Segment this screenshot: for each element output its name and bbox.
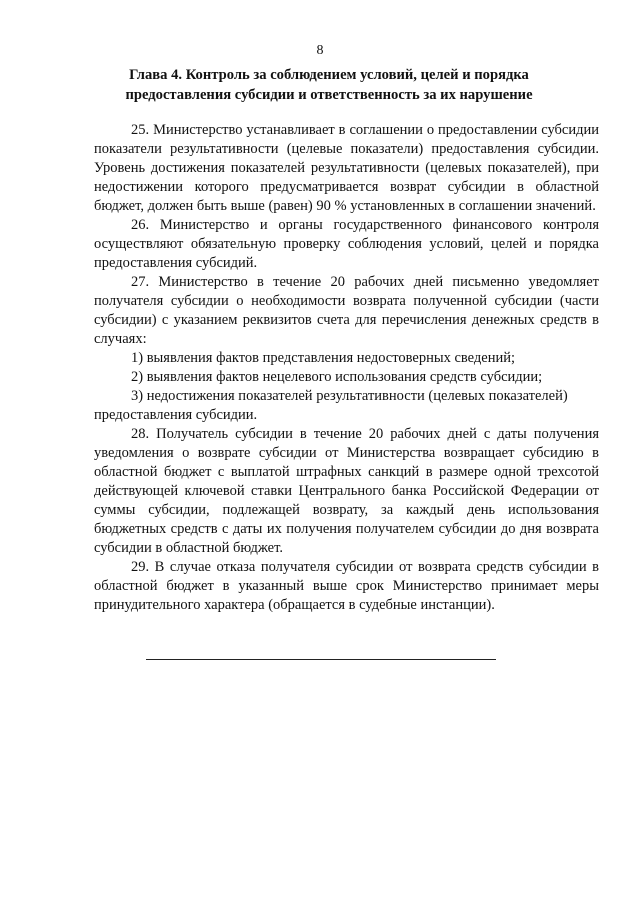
paragraph-28: 28. Получатель субсидии в течение 20 рабочих дней с даты получения уведомления о возврате субсидии от Министерства возвращает субсидию в областной бюджет с выплатой штрафных санкций в размере одной трехсотой действующей ключевой ставки Центрального банка Российской Федерации от суммы субсидии, подлежащей возврату, за каждый день использования бюджетных средств с даты их получения получателем субсидии до дня возврата субсидии в областной бюджет.: [94, 426, 599, 556]
paragraph-27-item-1: 1) выявления фактов представления недостоверных сведений;: [131, 350, 516, 366]
paragraph-29: 29. В случае отказа получателя субсидии от возврата средств субсидии в областной бюджет в указанный выше срок Министерство принимает меры принудительного характера (обращается в судебные инстанции).: [94, 559, 599, 613]
paragraph-27: 27. Министерство в течение 20 рабочих дней письменно уведомляет получателя субсидии о необходимости возврата полученной субсидии (части субсидии) с указанием реквизитов счета для перечисления денежных средств в случаях:: [94, 274, 599, 347]
page-number: 8: [316, 43, 324, 58]
paragraph-25: 25. Министерство устанавливает в соглашении о предоставлении субсидии показатели результативности (целевые показатели) предоставления субсидии. Уровень достижения показателей результативности (целевых показателей), при недостижении которого предусматривается возврат субсидии в областной бюджет, должен быть выше (равен) 90 % установленных в соглашении значений.: [94, 122, 599, 214]
paragraph-27-item-2: 2) выявления фактов нецелевого использования средств субсидии;: [131, 369, 543, 385]
paragraph-27-item-3: 3) недостижения показателей результативности (целевых показателей) предоставления субсидии.: [94, 388, 568, 423]
document-body: [94, 121, 599, 615]
chapter-title: Глава 4. Контроль за соблюдением условий, целей и порядка предоставления субсидии и ответственность за их нарушение: [125, 67, 533, 103]
paragraph-26: 26. Министерство и органы государственного финансового контроля осуществляют обязательную проверку соблюдения условий, целей и порядка предоставления субсидий.: [94, 217, 599, 271]
separator-line: [146, 659, 496, 660]
